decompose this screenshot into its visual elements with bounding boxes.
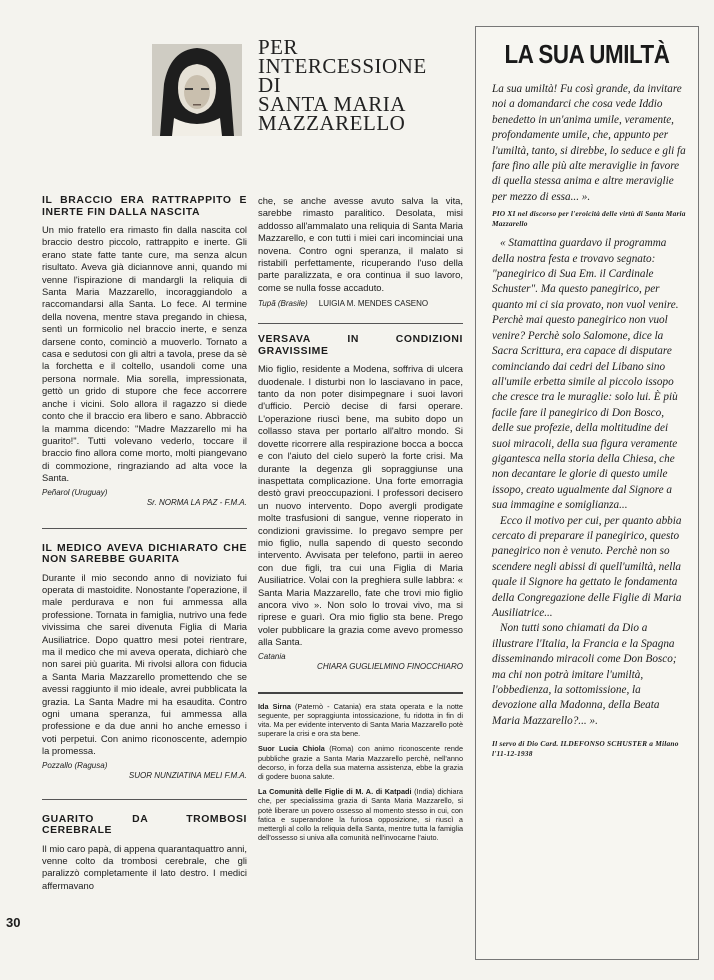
sidebar-caption: PIO XI nel discorso per l'eroicità delle virtù di Santa Maria Mazzarello: [492, 209, 686, 228]
note-item: [258, 787, 463, 842]
article-body: Mio figlio, residente a Modena, soffriva di ulcera duodenale. I disturbi non lo lasciavano in pace, tanto da non poter disimpegnare i suoi lavori d'ufficio. Perciò decise di farsi operare. L'operazione riuscì bene, ma subito dopo un collasso stava per portarlo all'altro mondo. Si dovette ricorrere alla respirazione bocca a bocca e con l'aiuto del cielo superò la forte crisi. Ma durante la degenza gli sopraggiunse una inaspettata complicazione. Una forte emorragia destò gravi preoccupazioni. I professori decisero un nuovo intervento. Dopo avergli prodigate molte trasfusioni di sangue, venne rioperato in condizioni gravissime. Io pregavo sempre per mio figlio, nulla sapendo di questo secondo intervento. Avvisata per telefono, partii in aereo con due figli, tra cui una Figlia di Maria Ausiliatrice. Volai con la preghiera sulle labbra: « Santa Maria Mazzarello, fate che trovi mio figlio ancora vivo ». Non solo lo trovai vivo, ma si riprese e guarì. Ora mio figlio sta bene. Prego voler pubblicare la grazia come avevo promesso alla Santa.: [258, 363, 463, 648]
article-signature: Sr. NORMA LA PAZ - F.M.A.: [146, 497, 247, 507]
article-heading: IL BRACCIO ERA RATTRAPPITO E INERTE FIN DALLA NASCITA: [42, 195, 247, 218]
header-title-line: PER: [258, 35, 299, 59]
sidebar-paragraph: Ecco il motivo per cui, per quanto abbia cercato di preparare il panegirico, questo panegirico non è venuto. Perchè non so scendere negli abissi di quell'umiltà, nella quale il Signore ha gettato le fondamenta della Congregazione delle Figlie di Maria Ausiliatrice...: [492, 514, 682, 619]
header-title-line: DI: [258, 73, 282, 97]
note-text: (Roma) con animo riconoscente rende pubbliche grazie a Santa Maria Mazzarello perchè, nell'anno decorso, in forza della sua materna assistenza, ebbe la grazia di godere buona salute.: [258, 744, 463, 782]
article-body: Il mio caro papà, di appena quarantaquattro anni, venne colto da trombosi cerebrale, che gli paralizzò completamente il lato destro. I medici affermavano: [42, 842, 247, 891]
nun-portrait-photo: [152, 44, 242, 136]
note-text: (Paternò - Catania) era stata operata e la notte seguente, per sopraggiunta intossicazione, fu ridotta in fin di vita. Ma per evidente intervento di Santa Maria Mazzarello potè superare la crisi e ora sta bene.: [258, 701, 463, 739]
short-notes: [258, 702, 463, 843]
article-signature: CHIARA GUGLIELMINO FINOCCHIARO: [317, 661, 463, 671]
sidebar-intro-text: La sua umiltà! Fu così grande, da invitare noi a domandarci che cosa vede Iddio benedetto in un'anima umile, veramente, profondamente umile, che, appunto per l'umiltà, tanto, si direbbe, lo seduce e gli fa fare fino alle più alte meraviglie in favore di quella stessa anima e altre meraviglie per mezzo di essa... ».: [492, 83, 686, 203]
section-divider: [258, 323, 463, 324]
article-body: che, se anche avesse avuto salva la vita, sarebbe rimasto paralitico. Desolata, misi addosso all'ammalato una reliquia di Santa Maria Mazzarello, e con tutti i miei cari incominciai una novena. Contro ogni speranza, il malato si ristabilì perfettamente, ricuperando l'uso della parte paralizzata, e ora continua il suo lavoro, come se nulla fosse accaduto.: [258, 195, 463, 293]
header-title-line: INTERCESSIONE: [258, 54, 427, 78]
sidebar-quote: [476, 236, 698, 729]
left-column: [42, 195, 247, 894]
note-item: [258, 702, 463, 739]
note-item: [258, 744, 463, 781]
article-body: Un mio fratello era rimasto fin dalla nascita col braccio destro piccolo, rattrappito e inerte. Gli erano state fatte tante cure, ma senza alcun risultato. Aveva già diciannove anni, quando mi venne l'ispirazione di mandargli la reliquia di Santa Maria Mazzarello, incoraggiandolo a raccomandarsi alla Santa. Lo fece. Al termine della novena, mentre stava pregando in chiesa, sentì un formicolio nel braccio inerte, e senza darsene conto, cominciò a muoverlo. Tornato a casa e sedutosi con gli altri a tavola, prese da sè la forchetta e il coltello, usandoli come una persona normale. Mia sorella, impressionata, gettò un grido di stupore che fece accorrere anche i vicini. Solo allora il ragazzo si diede conto che il braccio era libero e sano. Abbracciò la mamma dicendo: "Madre Mazzarello mi ha guarito!". Tutti volevano vederlo, toccare il braccio fino allora come morto, molti piangevano di commozione, ringraziando ad alta voce la Santa.: [42, 224, 247, 484]
header-title-line: MAZZARELLO: [258, 111, 406, 135]
article-heading: IL MEDICO AVEVA DICHIARATO CHE NON SAREBBE GUARITA: [42, 542, 247, 566]
article-place: Catania: [258, 651, 286, 661]
section-divider: [42, 528, 247, 529]
note-text: (India) dichiara che, per specialissima grazia di Santa Maria Mazzarello, si potè liberare un povero ossesso al momento stesso in cui, con fatica e superandone la furiosa opposizione, si riuscì a mettergli al collo la reliquia della Santa, mentre tutta la famiglia dell'ossesso si univa alla comunità nell'invocarne l'aiuto.: [258, 787, 463, 843]
article-heading: GUARITO DA TROMBOSI CEREBRALE: [42, 813, 247, 837]
article-signature: SUOR NUNZIATINA MELI F.M.A.: [128, 770, 247, 780]
article-body: Durante il mio secondo anno di noviziato fui operata di mastoidite. Nonostante l'operazione, il male perdurava e non fui ammessa alla professione. Tornata in famiglia, nutrivo una fede vivissima che sarei divenuta Figlia di Maria Ausiliatrice. Dopo quattro mesi potei rientrare, ma il medico che mi aveva operata, dichiarò che non sarei più guarita. Mi rivolsi allora con fiducia a Santa Maria Mazzarello promettendo che se avessi raggiunto il mio ideale, avrei pubblicata la grazia. La Santa Madre mi ha esaudita. Contro ogni umana speranza, fui ammessa alla professione e da due anni ho anche emesso i voti perpetui. Con animo riconoscente, adempio la promessa.: [42, 571, 247, 757]
sidebar-footer: Il servo di Dio Card. ILDEFONSO SCHUSTER a Milano l'11-12-1938: [492, 739, 679, 758]
article-place: Tupã (Brasile): [258, 299, 308, 309]
article-place-signature: [258, 298, 463, 309]
note-name: Suor Lucia Chiola: [258, 744, 325, 754]
sidebar-paragraph: Non tutti sono chiamati da Dio a illustrare l'Italia, la Francia e la Spagna disseminando miracoli come Don Bosco; ma chi non potrà imitare l'umiltà, l'obbedienza, la sottomissione, la devozione alla Madonna, della Beata Maria Mazzarello?... ».: [492, 622, 677, 727]
page-number: 30: [6, 915, 21, 930]
notes-divider: [258, 692, 463, 694]
note-name: La Comunità delle Figlie di M. A. di Katpadi: [258, 787, 412, 797]
section-divider: [42, 799, 247, 800]
article-signature: LUIGIA M. MENDES CASENO: [318, 299, 429, 309]
sidebar-paragraph: « Stamattina guardavo il programma della nostra festa e trovavo segnato: "panegirico di Sua Em. il Cardinale Schuster". Ma questo panegirico, per quanto mi ci sia provato, non vuol venire. Perchè mai questo panegirico non vuol venire? Perchè solo Salomone, dice la Sacra Scrittura, era capace di disputare cominciando dai cedri del Libano sino all'umile erbetta simile al piccolo issopo che cresce tra le muraglie: solo lui. È più facile fare il panegirico di Don Bosco, delle sue profezie, della moltitudine dei suoi miracoli, della sua figura veramente gigantesca nella storia della Chiesa, che non decantare le glorie di questo umile issopo, creato ugualmente dal Signore a sua immagine e somiglianza...: [492, 237, 679, 512]
article-place: Pozzallo (Ragusa): [42, 760, 108, 770]
article-place: Peñarol (Uruguay): [42, 487, 108, 497]
note-name: Ida Sirna: [258, 701, 291, 711]
sidebar-box: [475, 26, 699, 960]
article-heading: VERSAVA IN CONDIZIONI GRAVISSIME: [258, 334, 463, 357]
page-header-title: [258, 35, 458, 135]
middle-column: [258, 195, 463, 848]
header-title-line: SANTA MARIA: [258, 92, 406, 116]
sidebar-intro: [476, 82, 698, 205]
sidebar-title: LA SUA UMILTÀ: [504, 39, 670, 69]
